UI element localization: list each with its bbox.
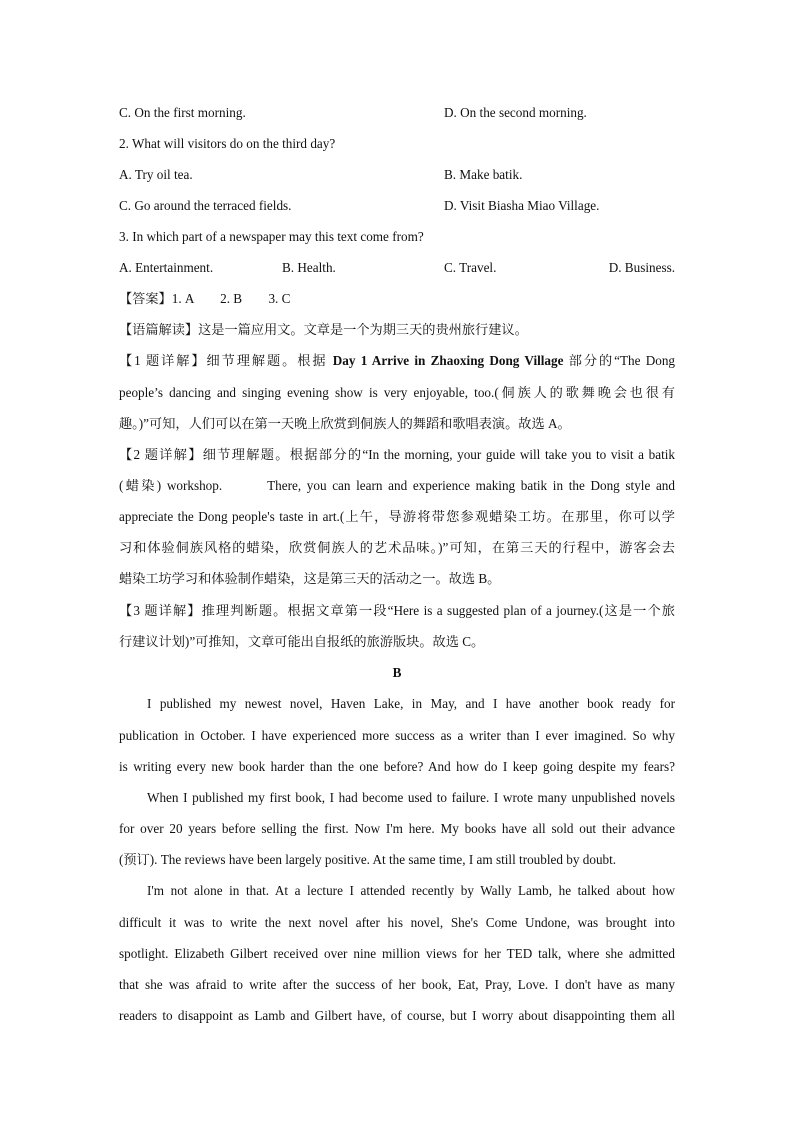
explain1-bold: Day 1 Arrive in Zhaoxing Dong Village xyxy=(332,353,564,368)
explain1-prefix: 【1 题详解】细节理解题。根据 xyxy=(119,353,333,368)
passage-p3-line1: I'm not alone in that. At a lecture I attended recently by Wally Lamb, he talked about how xyxy=(147,883,675,898)
explain2-line2: (蜡染) workshop. There, you can learn and experience making batik in the Dong style and xyxy=(119,478,675,493)
explain1-line3: 趣。)”可知，人们可以在第一天晚上欣赏到侗族人的舞蹈和歌唱表演。故选 A。 xyxy=(119,416,571,431)
passage-p2-line1: When I published my first book, I had become used to failure. I wrote many unpublished novels xyxy=(147,790,675,805)
answer-line: 【答案】1. A 2. B 3. C xyxy=(119,291,291,306)
q2-option-b: B. Make batik. xyxy=(444,167,523,182)
explain1-line1 xyxy=(119,351,675,371)
explain3-line2: 行建议计划)”可推知，文章可能出自报纸的旅游版块。故选 C。 xyxy=(119,634,485,649)
q3-option-d: D. Business. xyxy=(608,260,675,275)
explain3-line1: 【3 题详解】推理判断题。根据文章第一段“Here is a suggested plan of a journey.(这是一个旅 xyxy=(119,603,675,618)
q2-options-row-2 xyxy=(119,196,675,216)
q1-option-d: D. On the second morning. xyxy=(444,105,587,120)
q3-option-b: B. Health. xyxy=(282,260,336,275)
passage-p1-line2: publication in October. I have experienced more success as a writer than I ever imagined. So why xyxy=(119,728,675,743)
q3-question: 3. In which part of a newspaper may this text come from? xyxy=(119,229,424,244)
section-label: B xyxy=(392,665,402,680)
explain2-line1: 【2 题详解】细节理解题。根据部分的“In the morning, your guide will take you to visit a batik xyxy=(119,447,675,462)
passage-p1-line1: I published my newest novel, Haven Lake, in May, and I have another book ready for xyxy=(147,696,675,711)
passage-p3-line4: that she was afraid to write after the success of her book, Eat, Pray, Love. I don't have as many xyxy=(119,977,675,992)
q2-options-row-1 xyxy=(119,165,675,185)
q2-option-d: D. Visit Biasha Miao Village. xyxy=(444,198,600,213)
explain2-line5: 蜡染工坊学习和体验制作蜡染，这是第三天的活动之一。故选 B。 xyxy=(119,571,501,586)
explain1-line2: people’s dancing and singing evening show is very enjoyable, too.(侗族人的歌舞晚会也很有 xyxy=(119,385,675,400)
passage-p3-line2: difficult it was to write the next novel after his novel, She's Come Undone, was brought into xyxy=(119,915,675,930)
passage-p1-line3: is writing every new book harder than the one before? And how do I keep going despite my fears? xyxy=(119,759,675,774)
q3-option-a: A. Entertainment. xyxy=(119,260,214,275)
q2-option-a: A. Try oil tea. xyxy=(119,167,193,182)
q1-option-c: C. On the first morning. xyxy=(119,105,246,120)
q2-option-c: C. Go around the terraced fields. xyxy=(119,198,292,213)
reading-summary: 【语篇解读】这是一篇应用文。文章是一个为期三天的贵州旅行建议。 xyxy=(119,322,528,337)
explain2-line3: appreciate the Dong people's taste in art.(上午，导游将带您参观蜡染工坊。在那里，你可以学 xyxy=(119,509,675,524)
explain2-line4: 习和体验侗族风格的蜡染，欣赏侗族人的艺术品味。)”可知，在第三天的行程中，游客会去 xyxy=(119,540,675,555)
q3-option-c: C. Travel. xyxy=(444,260,497,275)
passage-p3-line3: spotlight. Elizabeth Gilbert received over nine million views for her TED talk, where she admitted xyxy=(119,946,675,961)
passage-p3-line5: readers to disappoint as Lamb and Gilbert have, of course, but I worry about disappointing them all xyxy=(119,1008,675,1023)
passage-p2-line3: (预订). The reviews have been largely positive. At the same time, I am still troubled by doubt. xyxy=(119,852,617,867)
q2-question: 2. What will visitors do on the third day? xyxy=(119,136,336,151)
passage-p2-line2: for over 20 years before selling the first. Now I'm here. My books have all sold out their advance xyxy=(119,821,675,836)
explain1-suffix: 部分的“The Dong xyxy=(563,353,676,368)
q1-options-row xyxy=(119,103,675,123)
